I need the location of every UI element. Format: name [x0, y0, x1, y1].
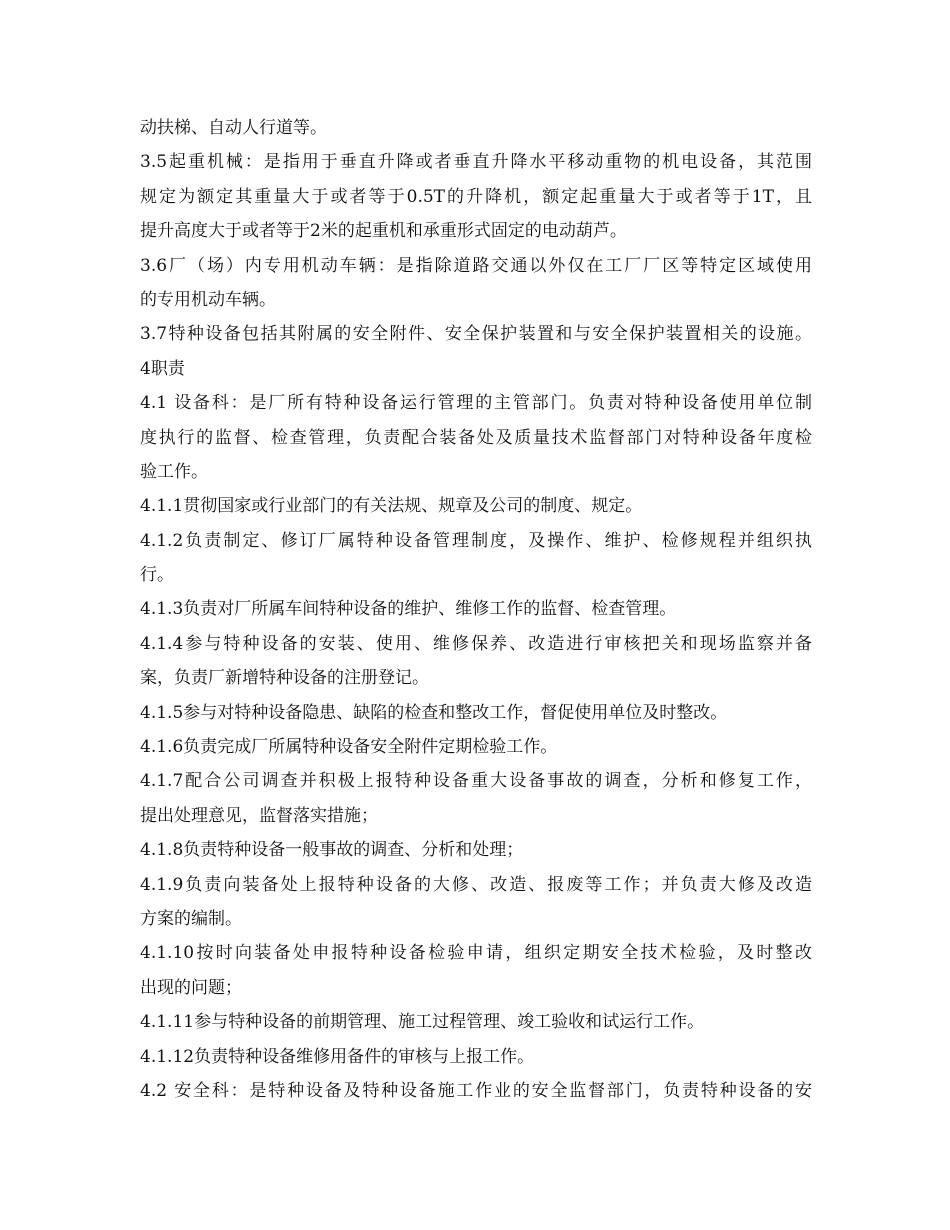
text-line: 4.1.12负责特种设备维修用备件的审核与上报工作。: [140, 1046, 535, 1067]
text-line: 4.1 设备科：是厂所有特种设备运行管理的主管部门。负责对特种设备使用单位制: [140, 393, 812, 414]
text-line: 4.1.11参与特种设备的前期管理、施工过程管理、竣工验收和试运行工作。: [140, 1012, 705, 1033]
text-line: 4职责: [140, 358, 185, 379]
text-line: 度执行的监督、检查管理，负责配合装备处及质量技术监督部门对特种设备年度检: [140, 427, 812, 448]
text-line: 4.1.8负责特种设备一般事故的调查、分析和处理；: [140, 840, 524, 861]
text-line: 的专用机动车辆。: [140, 289, 276, 310]
text-line: 验工作。: [140, 461, 208, 482]
text-line: 3.6厂（场）内专用机动车辆：是指除道路交通以外仅在工厂厂区等特定区域使用: [140, 255, 812, 276]
text-line: 出现的问题；: [140, 977, 242, 998]
text-line: 4.1.3负责对厂所属车间特种设备的维护、维修工作的监督、检查管理。: [140, 599, 677, 620]
text-line: 4.1.1贯彻国家或行业部门的有关法规、规章及公司的制度、规定。: [140, 496, 643, 517]
text-line: 4.2 安全科：是特种设备及特种设备施工作业的安全监督部门，负责特种设备的安: [140, 1080, 812, 1101]
text-line: 案，负责厂新增特种设备的注册登记。: [140, 668, 429, 689]
text-line: 4.1.2负责制定、修订厂属特种设备管理制度，及操作、维护、检修规程并组织执: [140, 530, 812, 551]
text-line: 动扶梯、自动人行道等。: [140, 118, 327, 138]
text-line: 4.1.9负责向装备处上报特种设备的大修、改造、报废等工作；并负责大修及改造: [140, 874, 812, 895]
text-line: 4.1.4参与特种设备的安装、使用、维修保养、改造进行审核把关和现场监察并备: [140, 633, 812, 654]
text-line: 行。: [140, 565, 174, 586]
text-line: 3.5起重机械：是指用于垂直升降或者垂直升降水平移动重物的机电设备，其范围: [140, 152, 812, 173]
text-line: 规定为额定其重量大于或者等于0.5T的升降机，额定起重量大于或者等于1T，且: [140, 186, 812, 207]
text-line: 3.7特种设备包括其附属的安全附件、安全保护装置和与安全保护装置相关的设施。: [140, 324, 812, 345]
text-line: 4.1.5参与对特种设备隐患、缺陷的检查和整改工作，督促使用单位及时整改。: [140, 702, 728, 723]
body-text: [140, 111, 812, 1108]
text-line: 提升高度大于或者等于2米的起重机和承重形式固定的电动葫芦。: [140, 221, 627, 242]
text-line: 提出处理意见，监督落实措施；: [140, 805, 378, 826]
text-line: 4.1.6负责完成厂所属特种设备安全附件定期检验工作。: [140, 737, 558, 758]
text-line: 4.1.10按时向装备处申报特种设备检验申请，组织定期安全技术检验，及时整改: [140, 943, 812, 964]
text-line: 4.1.7配合公司调查并积极上报特种设备重大设备事故的调查，分析和修复工作，: [140, 771, 812, 792]
text-line: 方案的编制。: [140, 908, 242, 929]
